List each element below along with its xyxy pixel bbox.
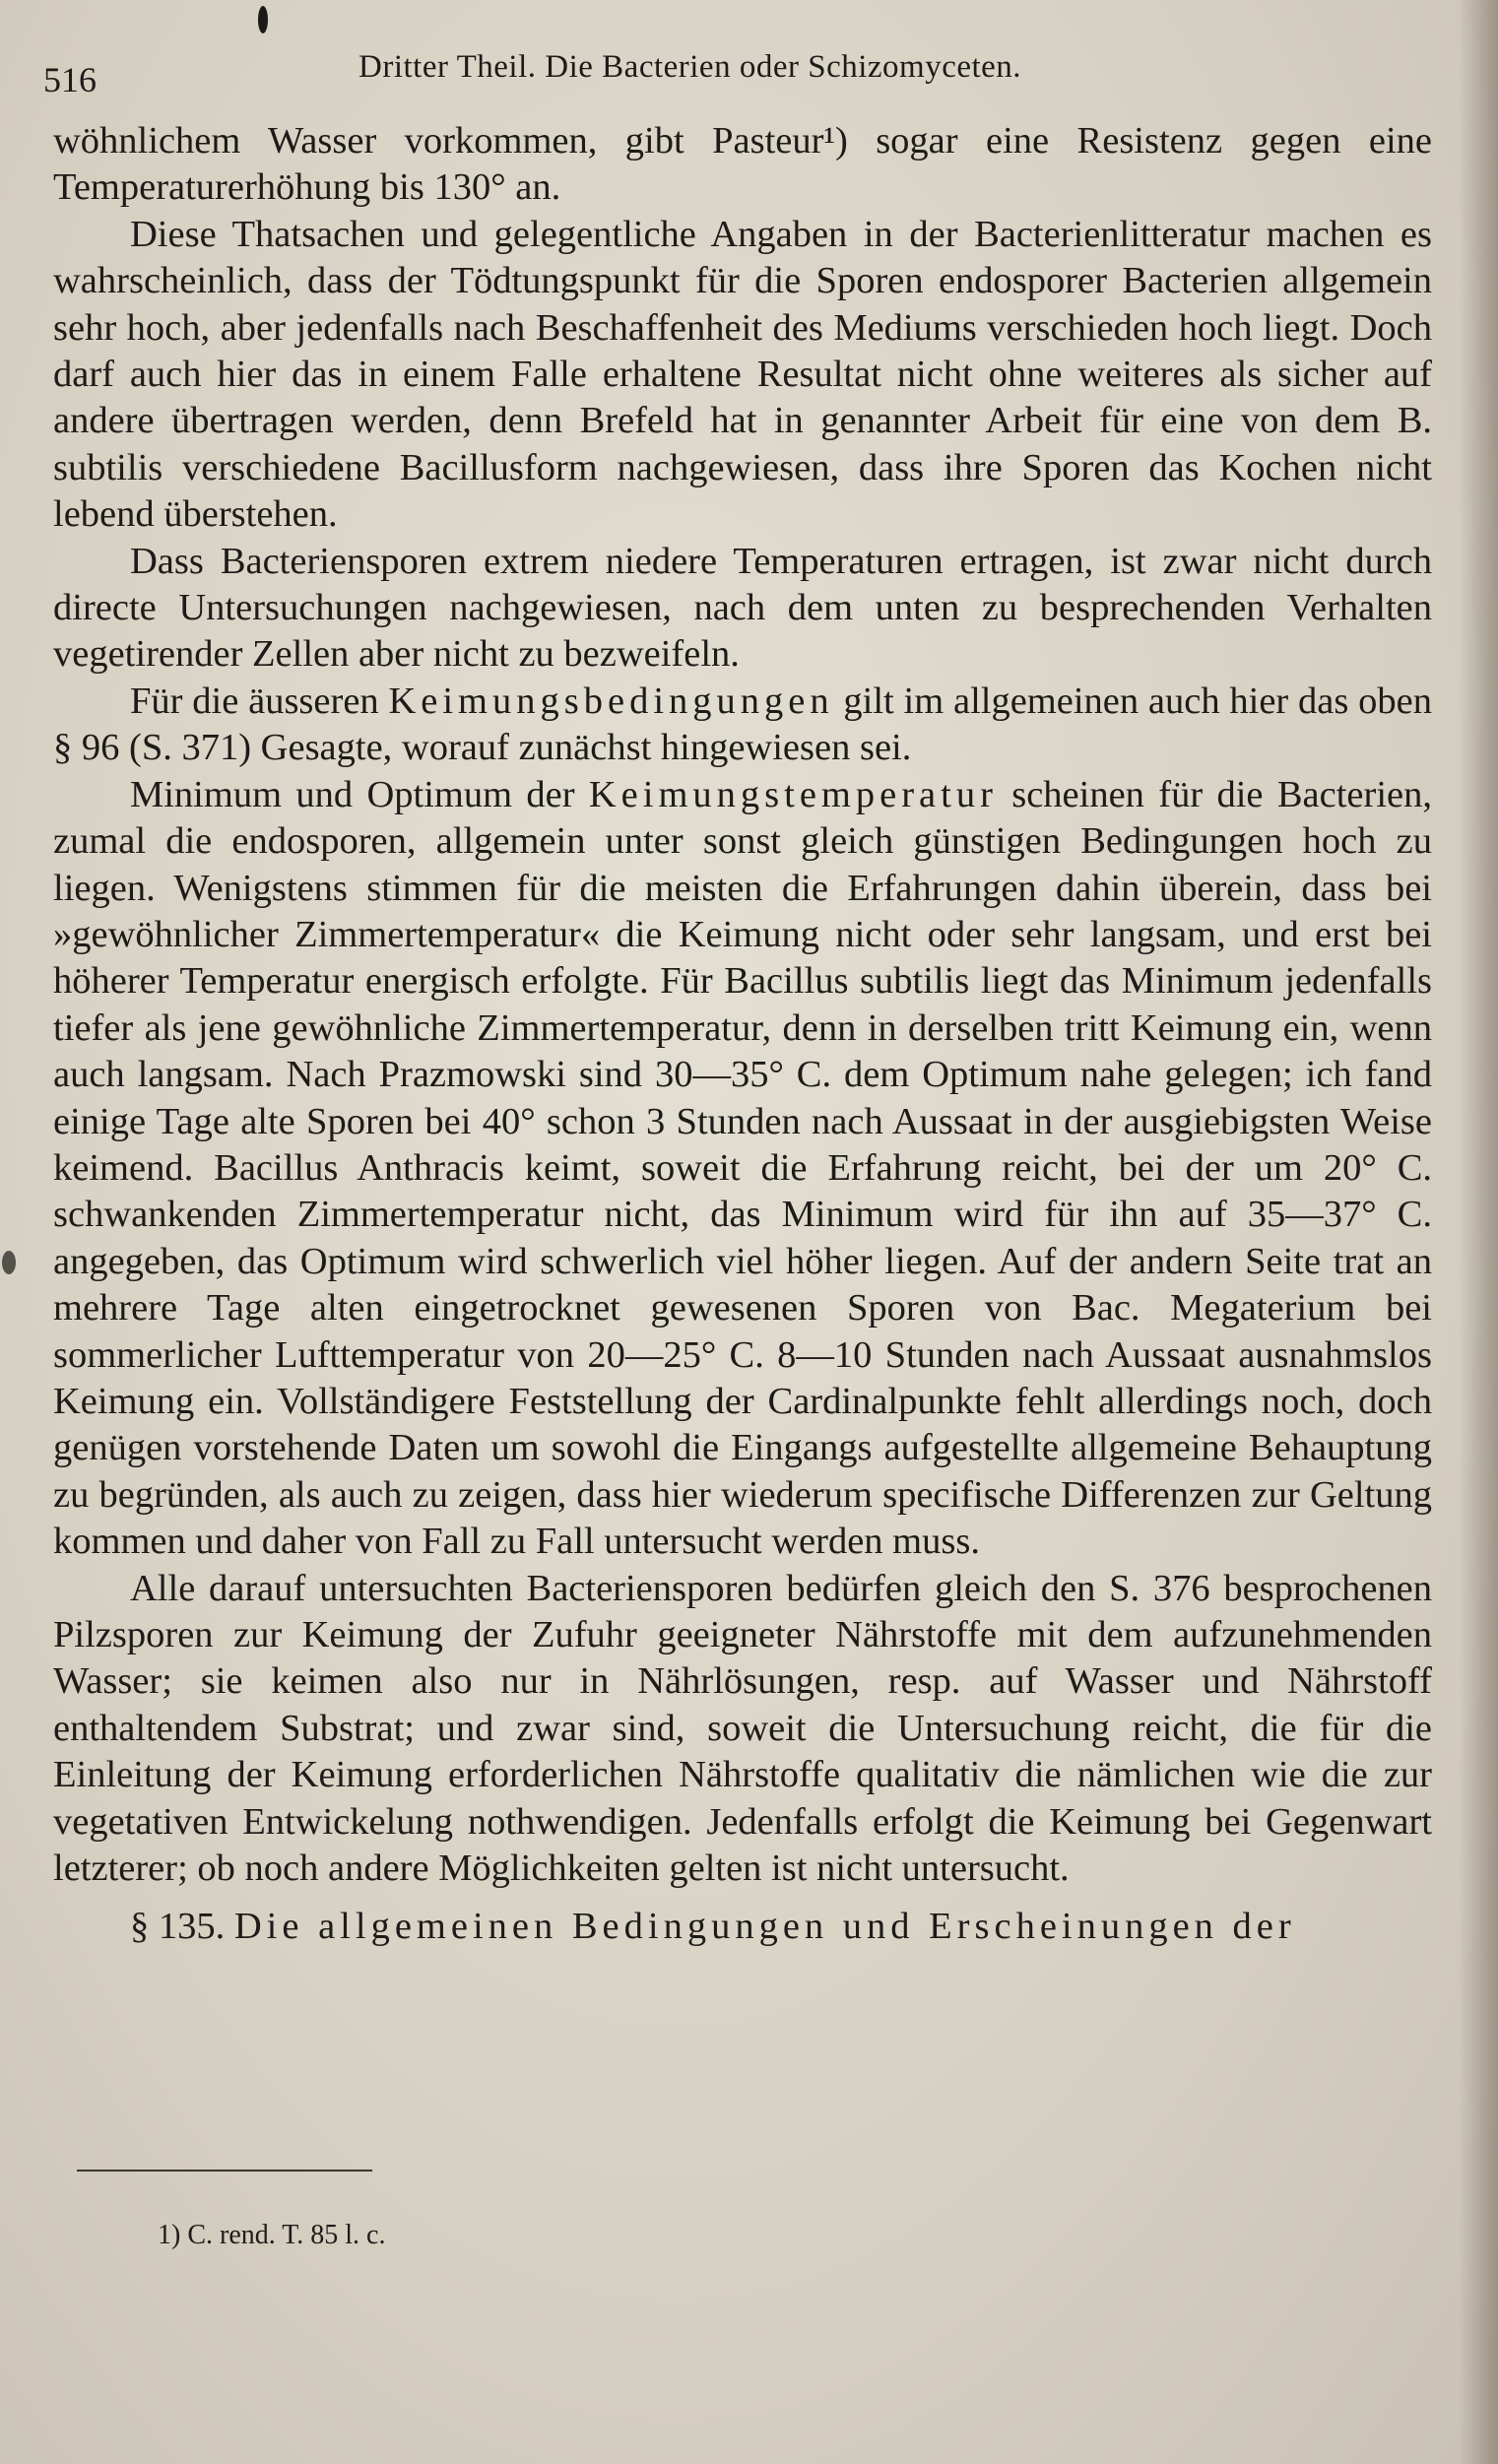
text-run: Für die äusseren <box>130 680 389 722</box>
body-text <box>53 118 1432 1951</box>
section-heading <box>53 1904 1432 1950</box>
paragraph: Dass Bacteriensporen extrem niedere Temperaturen ertragen, ist zwar nicht durch directe Untersuchungen nachgewiesen, nach dem unten zu besprechenden Verhalten vegetirender Zellen aber nicht zu bezweifeln. <box>53 540 1432 676</box>
footnote: 1) C. rend. T. 85 l. c. <box>158 2220 386 2250</box>
paragraph <box>53 679 1432 772</box>
section-number: § 135. <box>130 1906 234 1948</box>
page-number: 516 <box>43 60 97 99</box>
footnote-rule <box>77 2170 372 2172</box>
emphasized-term: Keimungsbedingungen <box>388 680 834 722</box>
emphasized-term: Keimungstemperatur <box>588 773 998 815</box>
page-header <box>43 41 1442 104</box>
text-run: Minimum und Optimum der <box>130 773 589 815</box>
section-title: Die allgemeinen Bedingungen und Erscheinungen der <box>233 1906 1296 1948</box>
paragraph: Diese Thatsachen und gelegentliche Angaben in der Bacterienlitteratur machen es wahrscheinlich, dass der Tödtungspunkt für die Sporen endosporer Bacterien allgemein sehr hoch, aber jedenfalls nach Beschaffenheit des Mediums verschieden hoch liegt. Doch darf auch hier das in einem Falle erhaltene Resultat nicht ohne weiteres als sicher auf andere übertragen werden, denn Brefeld hat in genannter Arbeit für eine von dem B. subtilis verschiedene Bacillusform nachgewiesen, dass ihre Sporen das Kochen nicht lebend überstehen. <box>53 213 1432 536</box>
paragraph <box>53 772 1432 1566</box>
page-edge-shadow <box>1459 0 1498 2464</box>
paragraph: wöhnlichem Wasser vorkommen, gibt Pasteur¹) sogar eine Resistenz gegen eine Temperaturerhöhung bis 130° an. <box>53 120 1432 209</box>
ink-spot <box>2 1251 16 1274</box>
ink-spot <box>258 6 268 33</box>
text-run: scheinen für die Bacterien, zumal die endosporen, allgemein unter sonst gleich günstigen Bedingungen hoch zu liegen. Wenigstens stimmen für die meisten die Erfahrungen dahin überein, dass bei »gewöhnlicher Zimmertemperatur« die Keimung nicht oder sehr langsam, und erst bei höherer Temperatur energisch erfolgte. Für Bacillus subtilis liegt das Minimum jedenfalls tiefer als jene gewöhnliche Zimmertemperatur, denn in derselben tritt Keimung ein, wenn auch langsam. Nach Prazmowski sind 30—35° C. dem Optimum nahe gelegen; ich fand einige Tage alte Sporen bei 40° schon 3 Stunden nach Aussaat in der ausgiebigsten Weise keimend. Bacillus Anthracis keimt, soweit die Erfahrung reicht, bei der um 20° C. schwankenden Zimmertemperatur nicht, das Minimum wird für ihn auf 35—37° C. angegeben, das Optimum wird schwerlich viel höher liegen. Auf der andern Seite trat an mehrere Tage alten eingetrocknet gewesenen Sporen von Bac. Megaterium bei sommerlicher Lufttemperatur von 20—25° C. 8—10 Stunden nach Aussaat ausnahmslos Keimung ein. Vollständigere Feststellung der Cardinalpunkte fehlt allerdings noch, doch genügen vorstehende Daten um sowohl die Eingangs aufgestellte allgemeine Behauptung zu begründen, als auch zu zeigen, dass hier wiederum specifische Differenzen zur Geltung kommen und daher von Fall zu Fall untersucht werden muss. <box>53 773 1432 1563</box>
running-head: Dritter Theil. Die Bacterien oder Schizomyceten. <box>358 49 1022 85</box>
text-run: gilt im allgemeinen auch hier das oben § 96 (S. 371) Gesagte, worauf zunächst hingewiesen sei. <box>53 680 1432 769</box>
paragraph: Alle darauf untersuchten Bacteriensporen bedürfen gleich den S. 376 besprochenen Pilzsporen zur Keimung der Zufuhr geeigneter Nährstoffe mit dem aufzunehmenden Wasser; sie keimen also nur in Nährlösungen, resp. auf Wasser und Nährstoff enthaltendem Substrat; und zwar sind, soweit die Untersuchung reicht, die für die Einleitung der Keimung erforderlichen Nährstoffe qualitativ die nämlichen wie die zur vegetativen Entwickelung nothwendigen. Jedenfalls erfolgt die Keimung bei Gegenwart letzterer; ob noch andere Möglichkeiten gelten ist nicht untersucht. <box>53 1567 1432 1890</box>
